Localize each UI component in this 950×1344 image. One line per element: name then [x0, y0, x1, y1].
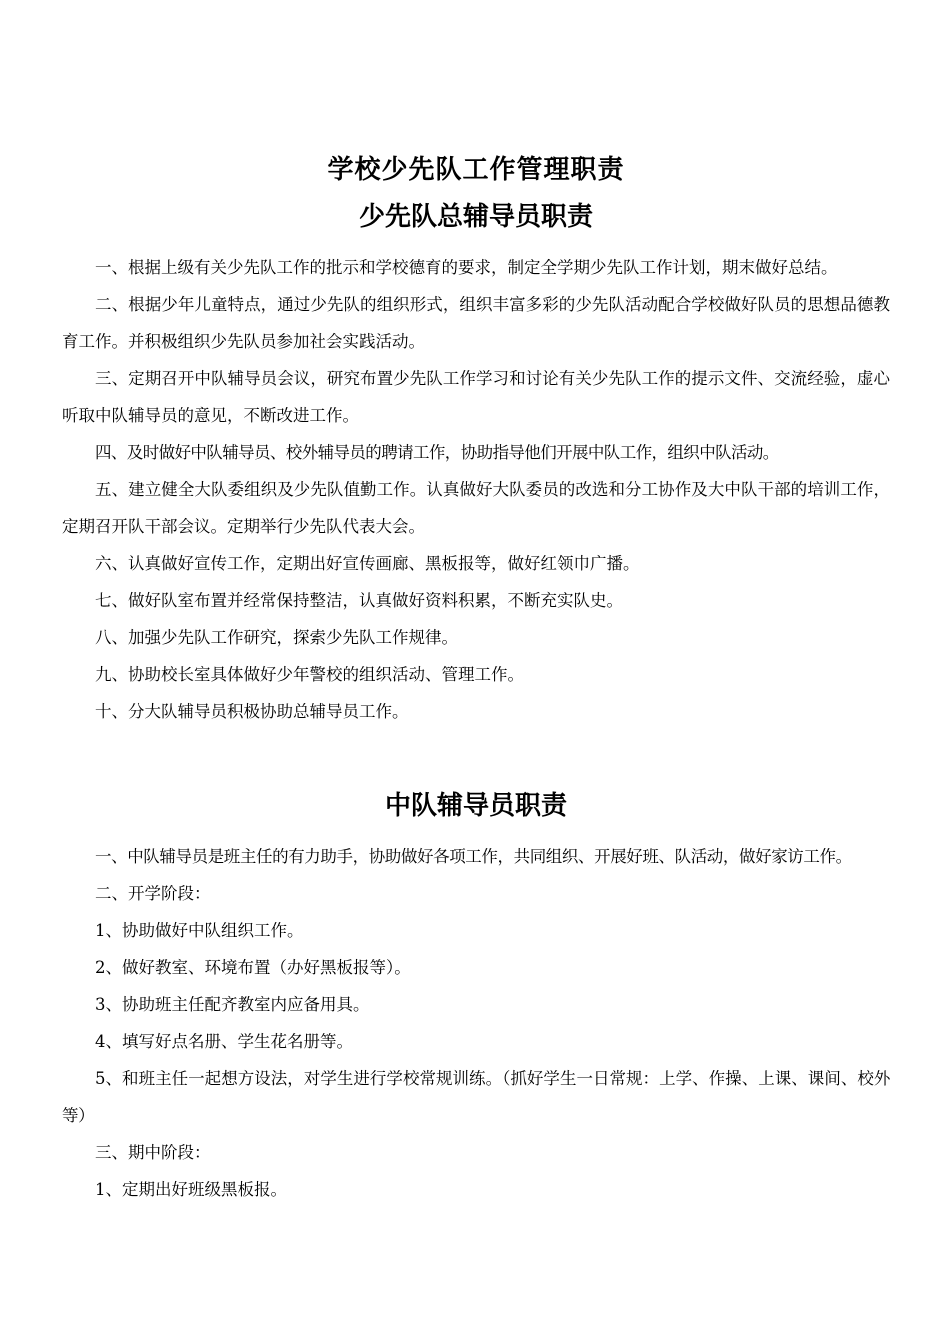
- paragraph: 五、建立健全大队委组织及少先队值勤工作。认真做好大队委员的改选和分工协作及大中队干部的培训工作，定期召开队干部会议。定期举行少先队代表大会。: [62, 480, 890, 536]
- paragraph: 八、加强少先队工作研究，探索少先队工作规律。: [95, 628, 458, 647]
- paragraph: 一、中队辅导员是班主任的有力助手，协助做好各项工作，共同组织、开展好班、队活动，做好家访工作。: [95, 847, 852, 866]
- paragraph: 4、填写好点名册、学生花名册等。: [95, 1032, 353, 1051]
- paragraph: 二、根据少年儿童特点，通过少先队的组织形式，组织丰富多彩的少先队活动配合学校做好队员的思想品德教育工作。并积极组织少先队员参加社会实践活动。: [62, 295, 890, 351]
- section-heading-squad-counselor: 中队辅导员职责: [384, 791, 567, 821]
- paragraph: 1、定期出好班级黑板报。: [95, 1180, 287, 1199]
- paragraph: 六、认真做好宣传工作，定期出好宣传画廊、黑板报等，做好红领巾广播。: [95, 554, 640, 573]
- document-title: 学校少先队工作管理职责: [327, 155, 625, 185]
- paragraph: 七、做好队室布置并经常保持整洁，认真做好资料积累，不断充实队史。: [95, 591, 623, 610]
- section-body-head-counselor: [62, 249, 890, 730]
- paragraph: 3、协助班主任配齐教室内应备用具。: [95, 995, 370, 1014]
- paragraph: 二、开学阶段：: [95, 884, 211, 903]
- paragraph: 三、定期召开中队辅导员会议，研究布置少先队工作学习和讨论有关少先队工作的提示文件、交流经验，虚心听取中队辅导员的意见，不断改进工作。: [62, 369, 890, 425]
- section-heading-head-counselor: 少先队总辅导员职责: [358, 202, 593, 232]
- section-body-squad-counselor: [62, 838, 890, 1208]
- paragraph: 十、分大队辅导员积极协助总辅导员工作。: [95, 702, 409, 721]
- paragraph: 5、和班主任一起想方设法，对学生进行学校常规训练。（抓好学生一日常规：上学、作操、上课、课间、校外等）: [62, 1069, 890, 1125]
- paragraph: 一、根据上级有关少先队工作的批示和学校德育的要求，制定全学期少先队工作计划，期末做好总结。: [95, 258, 838, 277]
- paragraph: 四、及时做好中队辅导员、校外辅导员的聘请工作，协助指导他们开展中队工作，组织中队活动。: [95, 443, 779, 462]
- paragraph: 2、做好教室、环境布置（办好黑板报等）。: [95, 958, 411, 977]
- paragraph: 三、期中阶段：: [95, 1143, 211, 1162]
- paragraph: 1、协助做好中队组织工作。: [95, 921, 304, 940]
- paragraph: 九、协助校长室具体做好少年警校的组织活动、管理工作。: [95, 665, 524, 684]
